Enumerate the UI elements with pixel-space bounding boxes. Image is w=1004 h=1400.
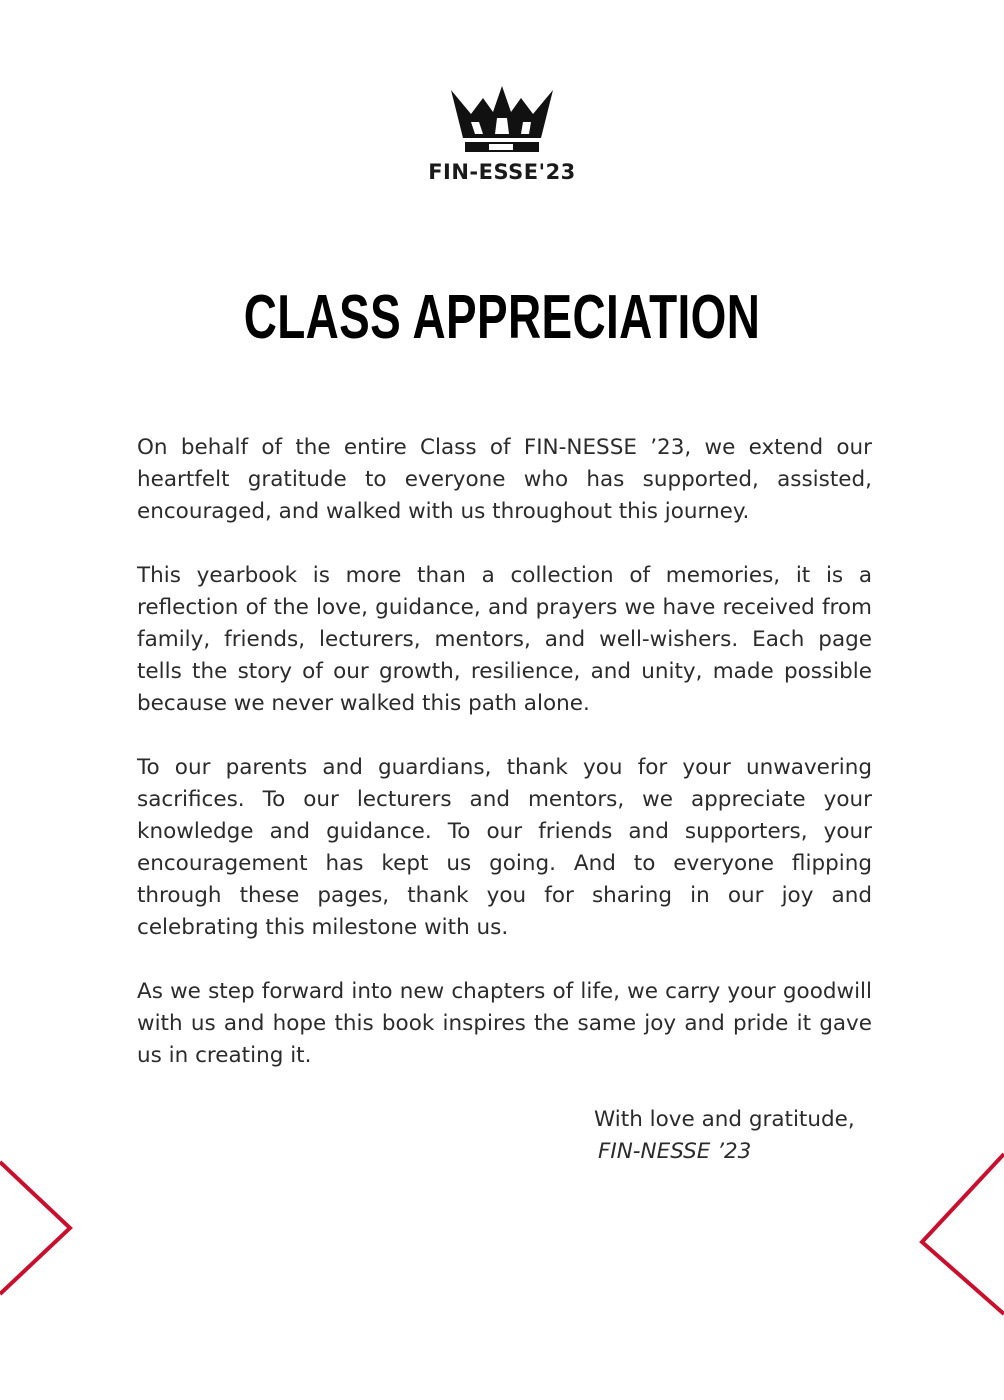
logo-text: FIN-ESSE'23 [428,160,576,184]
crown-icon [449,84,555,156]
letter-body [137,432,872,1104]
right-chevron-decoration [916,1150,1004,1318]
class-logo [0,84,1004,184]
signoff-closing: With love and gratitude, [594,1107,855,1132]
paragraph-closing: As we step forward into new chapters of life, we carry your goodwill with us and hope this book inspires the same joy and pride it gave us in creating it. [137,979,872,1068]
page-title: CLASS APPRECIATION [243,283,761,352]
paragraph-yearbook: This yearbook is more than a collection of memories, it is a reflection of the love, guidance, and prayers we have received from family, friends, lecturers, mentors, and well-wishers. Each page tells the story of our growth, resilience, and unity, made possible because we never walked this path alone. [137,563,872,716]
signoff [594,1104,855,1168]
paragraph-thanks: To our parents and guardians, thank you for your unwavering sacrifices. To our lecturers and mentors, we appreciate your knowledge and guidance. To our friends and supporters, your encouragement has kept us going. And to everyone flipping through these pages, thank you for sharing in our joy and celebrating this milestone with us. [137,755,872,940]
left-chevron-decoration [0,1158,76,1298]
signoff-name: FIN-NESSE ’23 [598,1139,752,1164]
paragraph-intro: On behalf of the entire Class of FIN-NESSE ’23, we extend our heartfelt gratitude to everyone who has supported, assisted, encouraged, and walked with us throughout this journey. [137,435,872,524]
